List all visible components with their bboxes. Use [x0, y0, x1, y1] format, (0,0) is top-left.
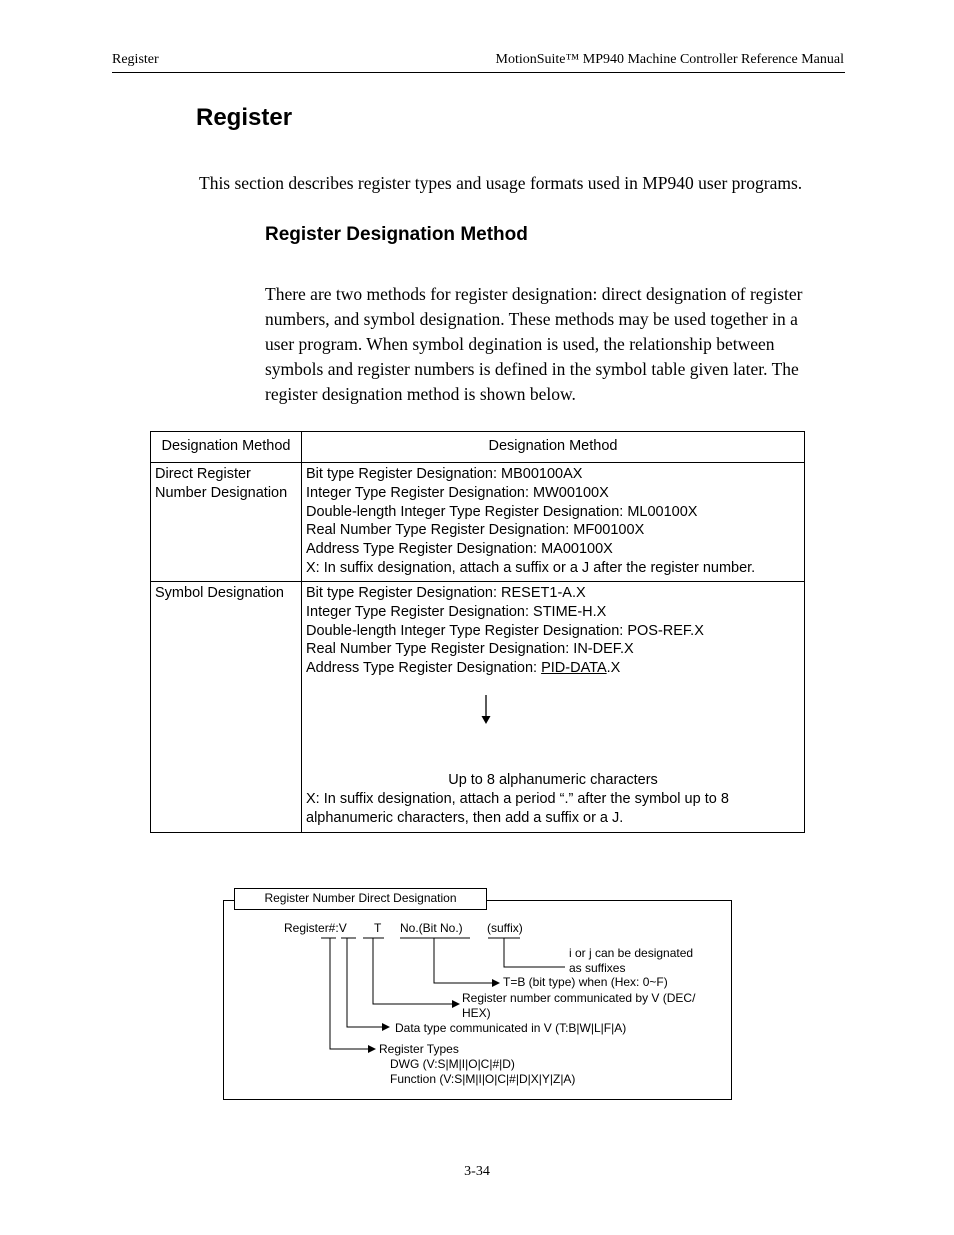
register-types-line: Register Types	[379, 1042, 459, 1056]
arrow-label: Up to 8 alphanumeric characters	[448, 772, 658, 788]
register-types-line: Function (V:S|M|I|O|C|#|D|X|Y|Z|A)	[390, 1072, 576, 1086]
designation-line: X: In suffix designation, attach a suffix or a J after the register number.	[306, 559, 756, 576]
designation-line: Bit type Register Designation: RESET1-A.X	[306, 585, 586, 601]
designation-line: Address Type Register Designation: MA00100X	[306, 541, 613, 558]
data-type-note: Data type communicated in V (T:B|W|L|F|A)	[395, 1021, 627, 1035]
number-note-line: Register number communicated by V (DEC/	[462, 991, 696, 1005]
note-line: alphanumeric characters, then add a suffix or a J.	[306, 809, 624, 826]
suffix-note	[569, 946, 693, 976]
format-suffix: (suffix)	[487, 921, 523, 935]
number-note-line: HEX)	[462, 1006, 491, 1020]
number-note	[462, 991, 695, 1021]
paragraph-line: numbers, and symbol designation. These methods may be used together in a	[265, 309, 798, 329]
table-header-cell: Designation Method	[151, 432, 302, 463]
designation-line: Real Number Type Register Designation: MF00100X	[306, 522, 645, 539]
suffix-note-line: as suffixes	[569, 961, 626, 975]
section-heading: Register Designation Method	[265, 224, 528, 245]
diagram-tab-label: Register Number Direct Designation	[234, 888, 487, 910]
intro-paragraph: This section describes register types and usage formats used in MP940 user programs.	[199, 173, 803, 193]
paragraph-line: user program. When symbol degination is used, the relationship between	[265, 334, 775, 354]
table-header-cell: Designation Method	[302, 432, 805, 463]
designation-line: Real Number Type Register Designation: IN-DEF.X	[306, 641, 634, 658]
address-symbol: PID-DATA	[541, 660, 607, 677]
designation-line: Double-length Integer Type Register Designation: POS-REF.X	[306, 622, 704, 639]
paragraph-line: There are two methods for register designation: direct designation of register	[265, 284, 803, 304]
designation-line: Integer Type Register Designation: MW00100X	[306, 484, 609, 501]
format-number: No.(Bit No.)	[400, 921, 463, 935]
bit-note: T=B (bit type) when (Hex: 0~F)	[503, 975, 668, 989]
designation-line: Bit type Register Designation: MB00100AX	[306, 466, 583, 482]
method-line: Number Designation	[155, 484, 288, 501]
method-line: Symbol Designation	[155, 585, 284, 601]
paragraph-line: register designation method is shown below.	[265, 384, 576, 404]
running-header-left: Register	[112, 52, 159, 67]
designation-line: Double-length Integer Type Register Designation: ML00100X	[306, 503, 698, 520]
register-types-note	[379, 1042, 575, 1087]
address-suffix: .X	[606, 660, 621, 677]
paragraph-line: symbols and register numbers is defined in the symbol table given later. The	[265, 359, 799, 379]
suffix-note-line: i or j can be designated	[569, 946, 694, 960]
page-title: Register	[196, 104, 293, 131]
address-prefix: Address Type Register Designation:	[306, 660, 542, 677]
designation-line: Integer Type Register Designation: STIME-H.X	[306, 603, 607, 620]
register-types-line: DWG (V:S|M|I|O|C|#|D)	[390, 1057, 515, 1071]
format-register: Register#:V	[284, 921, 347, 935]
page-number: 3-34	[464, 1164, 490, 1179]
format-type: T	[374, 921, 382, 935]
running-header-right: MotionSuite™ MP940 Machine Controller Reference Manual	[495, 52, 844, 67]
note-line: X: In suffix designation, attach a period “.” after the symbol up to 8	[306, 791, 729, 807]
method-line: Direct Register	[155, 466, 251, 482]
